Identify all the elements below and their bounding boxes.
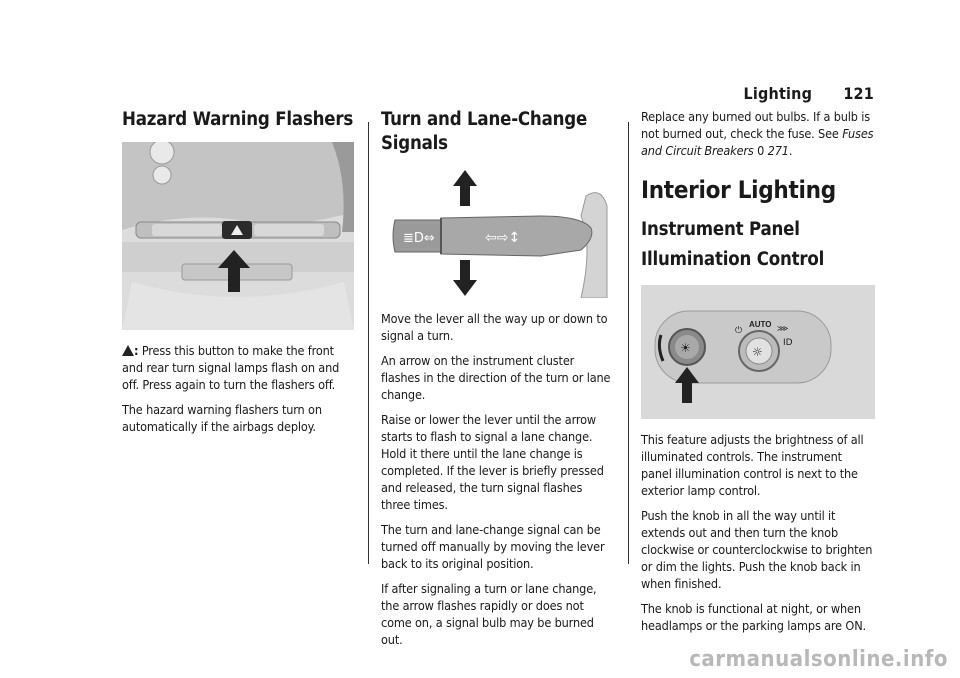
parking-lamp-icon: ⋙ xyxy=(777,324,789,333)
hazard-paragraph-2: The hazard warning flashers turn on automatically if the airbags deploy. xyxy=(122,402,322,434)
column-divider-2 xyxy=(628,122,629,564)
hazard-button-illustration xyxy=(122,142,354,330)
hazard-warning-icon xyxy=(122,345,134,356)
column-hazard xyxy=(122,108,354,443)
turn-paragraph-3: Raise or lower the lever until the arrow starts to flash to signal a lane change. Hold it there until the lane change is completed. If the lever is briefly pressed and released, the turn signal flashes three times. xyxy=(381,412,604,512)
ipi-control-heading: Instrument Panel Illumination Control xyxy=(641,219,825,270)
column-interior-lighting xyxy=(641,108,875,642)
hazard-paragraph-1: : Press this button to make the front and rear turn signal lamps flash on and off. Press again to turn the flashers off. xyxy=(122,343,340,392)
up-arrow-icon xyxy=(453,170,477,206)
bulb-replace-paragraph: Replace any burned out bulbs. If a bulb is not burned out, check the fuse. See Fuses and Circuit Breakers 0 271. xyxy=(641,109,874,158)
turn-arrows-symbol-icon: ⇦⇨↕ xyxy=(485,230,521,246)
turn-paragraph-5: If after signaling a turn or lane change, the arrow flashes rapidly or does not come on, a signal bulb may be burned out. xyxy=(381,581,597,647)
headlamp-icon: ID xyxy=(783,338,793,348)
column-divider-1 xyxy=(368,122,369,564)
page-ref-icon: 0 xyxy=(757,143,765,158)
interior-lighting-heading: Interior Lighting xyxy=(641,176,836,204)
fuses-link[interactable]: Fuses and Circuit Breakers xyxy=(641,126,874,158)
page-number: 121 xyxy=(843,84,874,103)
ipi-paragraph-1: This feature adjusts the brightness of all illuminated controls. The instrument panel illumination control is next to the exterior lamp control. xyxy=(641,432,864,498)
page-header xyxy=(744,84,875,103)
ipi-paragraph-3: The knob is functional at night, or when headlamps or the parking lamps are ON. xyxy=(641,601,866,633)
column-turn-signals xyxy=(381,108,613,656)
auto-label: AUTO xyxy=(749,320,772,329)
turn-signal-heading: Turn and Lane-Change Signals xyxy=(381,109,588,154)
watermark: carmanualsonline.info xyxy=(689,647,948,672)
hazard-heading: Hazard Warning Flashers xyxy=(122,109,354,130)
down-arrow-icon xyxy=(453,260,477,296)
section-title: Lighting xyxy=(743,84,813,103)
turn-signal-lever-illustration xyxy=(381,166,613,298)
turn-paragraph-2: An arrow on the instrument cluster flashes in the direction of the turn or lane change. xyxy=(381,353,611,402)
dimmer-knob-illustration xyxy=(641,285,875,419)
ipi-paragraph-2: Push the knob in all the way until it extends out and then turn the knob clockwise or counterclockwise to brighten or dim the lights. Push the knob back in when finished. xyxy=(641,508,873,591)
light-icon: ☼ xyxy=(752,345,763,359)
dimmer-icon: ☀ xyxy=(680,341,691,355)
turn-paragraph-1: Move the lever all the way up or down to signal a turn. xyxy=(381,311,608,343)
turn-paragraph-4: The turn and lane-change signal can be turned off manually by moving the lever back to its original position. xyxy=(381,522,605,571)
power-icon: ⏻ xyxy=(735,326,743,336)
headlamp-symbol-icon: ≣D⇔ xyxy=(403,231,435,246)
